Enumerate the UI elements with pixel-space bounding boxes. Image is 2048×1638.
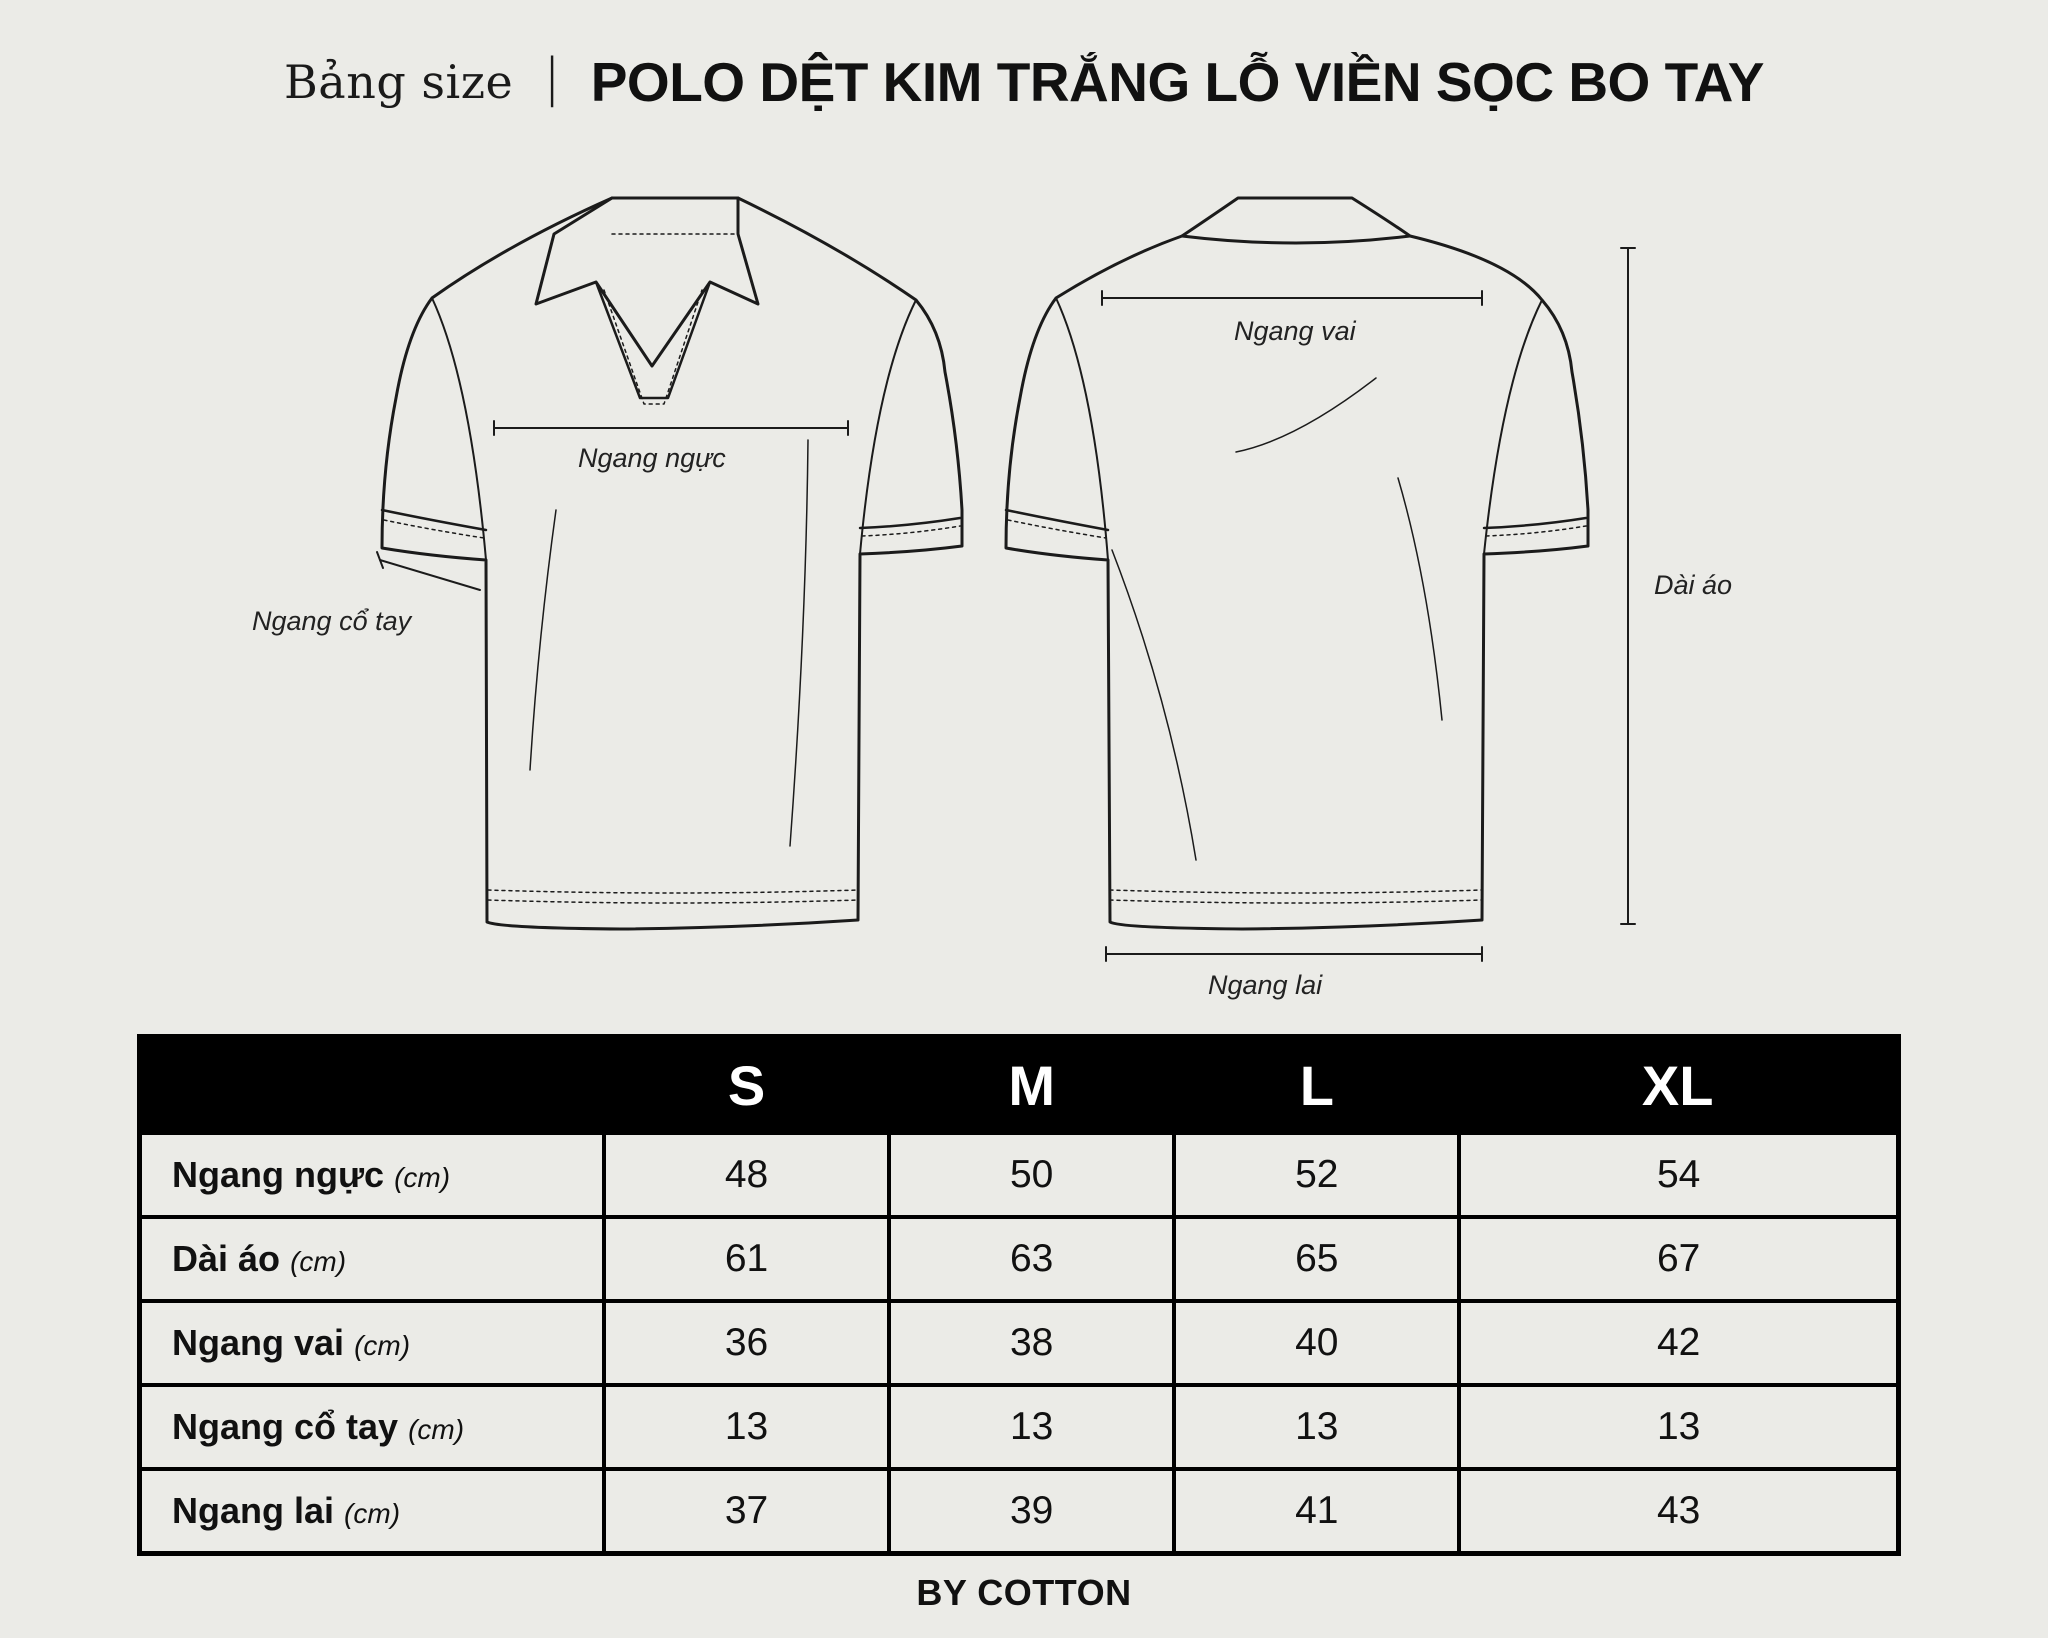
table-cell: 39 xyxy=(889,1469,1174,1554)
footer-brand: BY COTTON xyxy=(916,1572,1132,1613)
table-cell: 63 xyxy=(889,1217,1174,1301)
table-cell: 43 xyxy=(1459,1469,1898,1554)
front-shirt-drawing xyxy=(382,198,962,929)
measurement-lines xyxy=(377,248,1635,961)
table-cell: 61 xyxy=(604,1217,889,1301)
table-row xyxy=(140,1385,1899,1469)
size-header-l: L xyxy=(1174,1037,1459,1134)
table-cell: 37 xyxy=(604,1469,889,1554)
table-cell: 13 xyxy=(604,1385,889,1469)
table-cell: 67 xyxy=(1459,1217,1898,1301)
row-label: Ngang cổ tay (cm) xyxy=(140,1385,605,1469)
table-row xyxy=(140,1469,1899,1554)
size-header-m: M xyxy=(889,1037,1174,1134)
chest-label: Ngang ngực xyxy=(578,443,726,473)
table-row xyxy=(140,1133,1899,1217)
hem-label: Ngang lai xyxy=(1208,970,1323,1000)
table-cell: 52 xyxy=(1174,1133,1459,1217)
table-cell: 38 xyxy=(889,1301,1174,1385)
table-cell: 13 xyxy=(1459,1385,1898,1469)
size-header-row xyxy=(140,1037,1899,1134)
table-cell: 41 xyxy=(1174,1469,1459,1554)
header-blank-cell xyxy=(140,1037,605,1134)
title-separator: | xyxy=(543,48,561,108)
table-row xyxy=(140,1217,1899,1301)
row-label: Ngang vai (cm) xyxy=(140,1301,605,1385)
table-row xyxy=(140,1301,1899,1385)
table-cell: 48 xyxy=(604,1133,889,1217)
table-cell: 54 xyxy=(1459,1133,1898,1217)
table-cell: 40 xyxy=(1174,1301,1459,1385)
shoulder-label: Ngang vai xyxy=(1234,316,1356,346)
size-table xyxy=(137,1034,1901,1556)
size-header-s: S xyxy=(604,1037,889,1134)
table-cell: 36 xyxy=(604,1301,889,1385)
table-cell: 42 xyxy=(1459,1301,1898,1385)
row-label: Ngang lai (cm) xyxy=(140,1469,605,1554)
table-cell: 13 xyxy=(1174,1385,1459,1469)
page-title: POLO DỆT KIM TRẮNG LỖ VIỀN SỌC BO TAY xyxy=(590,51,1764,113)
size-header-xl: XL xyxy=(1459,1037,1898,1134)
row-label: Dài áo (cm) xyxy=(140,1217,605,1301)
table-cell: 50 xyxy=(889,1133,1174,1217)
table-cell: 65 xyxy=(1174,1217,1459,1301)
back-shirt-drawing xyxy=(1006,198,1588,929)
cuff-label: Ngang cổ tay xyxy=(252,606,412,636)
row-label: Ngang ngực (cm) xyxy=(140,1133,605,1217)
length-label: Dài áo xyxy=(1654,570,1733,600)
table-cell: 13 xyxy=(889,1385,1174,1469)
page-subtitle: Bảng size xyxy=(284,55,514,109)
